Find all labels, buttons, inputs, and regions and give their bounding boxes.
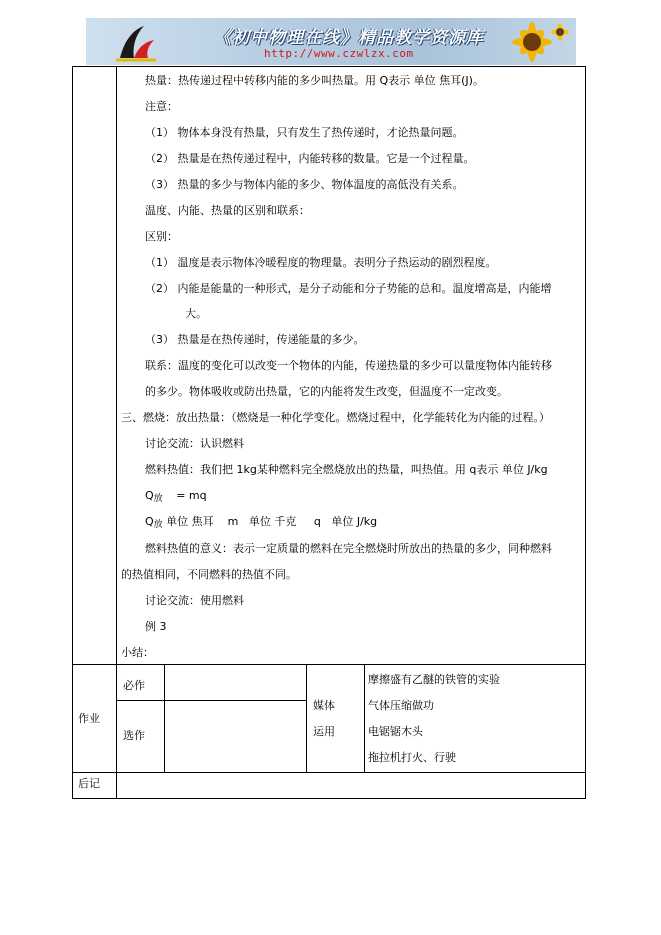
text-line: 热量：热传递过程中转移内能的多少叫热量。用 Q表示 单位 焦耳(J)。: [145, 74, 484, 87]
logo-icon: [114, 22, 158, 62]
text-line: 讨论交流：认识燃料: [145, 437, 244, 450]
text-line: （1） 温度是表示物体冷暖程度的物理量。表明分子热运动的剧烈程度。: [145, 256, 497, 269]
text-line: 例 3: [145, 620, 167, 633]
formula-line: [145, 489, 207, 506]
formula-rhs: = mq: [176, 489, 207, 502]
banner-url[interactable]: http://www.czwlzx.com: [264, 47, 414, 60]
units-q: Q: [145, 515, 154, 528]
text-line: （3） 热量的多少与物体内能的多少、物体温度的高低没有关系。: [145, 178, 464, 191]
lesson-table: [72, 66, 586, 799]
banner-title: 《初中物理在线》精品教学资源库: [214, 28, 484, 48]
media-label: 媒体: [313, 699, 335, 712]
units-text: 单位 焦耳 m 单位 千克 q 单位 J/kg: [162, 515, 378, 528]
sunflower-icon: [492, 20, 570, 65]
media-label-2: 运用: [313, 725, 335, 738]
text-line: 三、燃烧：放出热量：（燃烧是一种化学变化。燃烧过程中，化学能转化为内能的过程。）: [121, 411, 550, 424]
text-line: 联系：温度的变化可以改变一个物体的内能，传递热量的多少可以量度物体内能转移: [145, 359, 552, 372]
media-item: 气体压缩做功: [368, 699, 434, 712]
media-item: 拖拉机打火、行驶: [368, 751, 456, 764]
required-label: 必作: [123, 679, 145, 692]
text-line: 小结：: [121, 646, 154, 659]
text-line: 燃料热值：我们把 1kg某种燃料完全燃烧放出的热量，叫热值。用 q表示 单位 J/kg: [145, 463, 548, 476]
homework-label: 作业: [78, 712, 100, 725]
text-line: 讨论交流：使用燃料: [145, 594, 244, 607]
text-line: 的热值相同，不同燃料的热值不同。: [121, 568, 297, 581]
units-q-subscript: 放: [153, 520, 163, 530]
text-line: 大。: [185, 307, 207, 320]
media-item: 电锯锯木头: [368, 725, 423, 738]
text-line: （3） 热量是在热传递时，传递能量的多少。: [145, 333, 365, 346]
postscript-label: 后记: [78, 777, 100, 790]
formula-q-subscript: 放: [153, 494, 163, 504]
text-line: （2） 热量是在热传递过程中，内能转移的数量。它是一个过程量。: [145, 152, 475, 165]
optional-label: 选作: [123, 729, 145, 742]
text-line: 区别：: [145, 230, 178, 243]
media-item: 摩擦盛有乙醚的铁管的实验: [368, 673, 500, 686]
text-line: （1） 物体本身没有热量，只有发生了热传递时，才论热量问题。: [145, 126, 464, 139]
units-line: [145, 515, 377, 532]
text-line: 的多少。物体吸收或防出热量，它的内能将发生改变，但温度不一定改变。: [145, 385, 508, 398]
text-line: 注意：: [145, 100, 178, 113]
text-line: 燃料热值的意义：表示一定质量的燃料在完全燃烧时所放出的热量的多少，同种燃料: [145, 542, 552, 555]
header-banner: [86, 18, 576, 65]
text-line: （2） 内能是能量的一种形式，是分子动能和分子势能的总和。温度增高是，内能增: [145, 282, 552, 295]
formula-q: Q: [145, 489, 154, 502]
text-line: 温度、内能、热量的区别和联系：: [145, 204, 310, 217]
